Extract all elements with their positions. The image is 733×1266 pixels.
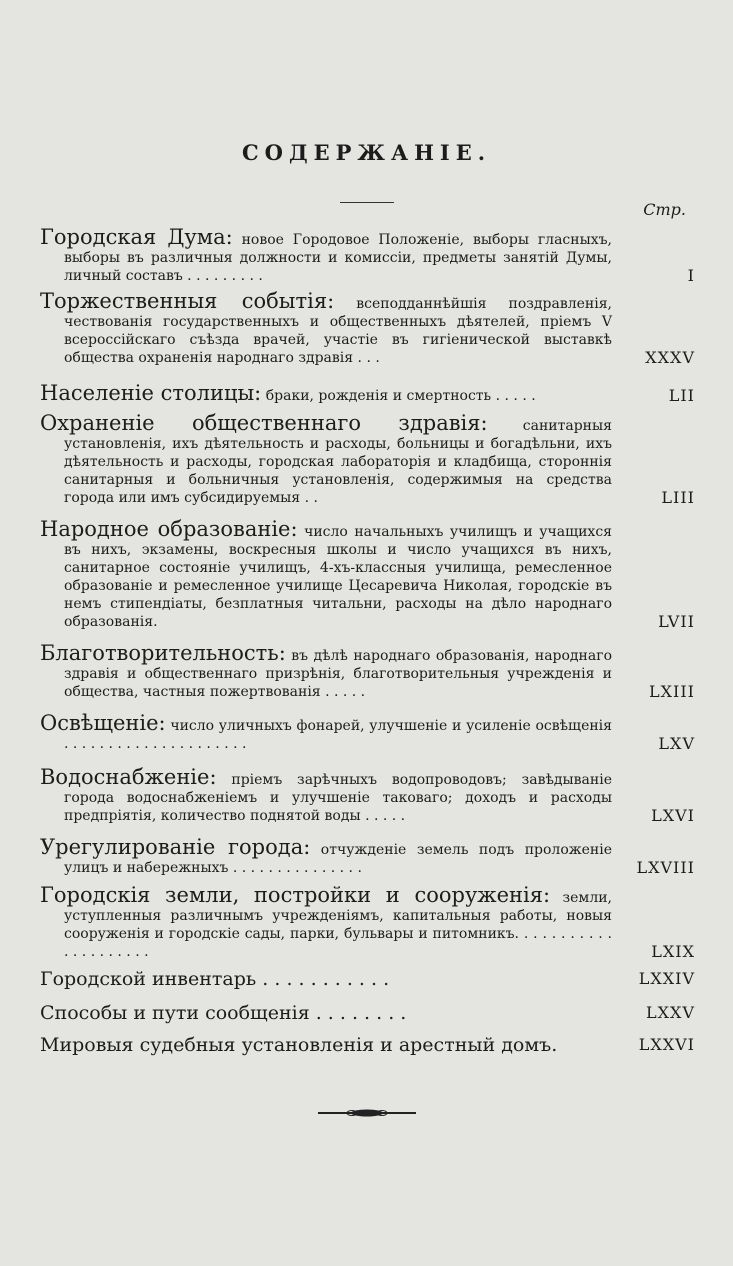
toc-entry[interactable] bbox=[40, 289, 695, 367]
toc-entry[interactable] bbox=[40, 411, 695, 507]
entry-heading: Водоснабженіе: bbox=[40, 765, 217, 789]
entry-page-number: LXXV bbox=[646, 1003, 695, 1022]
entry-description: число начальныхъ училищъ и учащихся въ нихъ, экзамены, воскресныя школы и число учащихся въ нихъ, санитарное состояніе училищъ, 4-хъ-классныя училища, ремесленное образованіе и ремесленное училище Цесаревича Николая, городскіе въ немъ стипендіаты, безплатныя читальни, расходы на дѣло народнаго образованія. bbox=[64, 524, 612, 630]
entry-description: въ дѣлѣ народнаго образованія, народнаго здравія и общественнаго призрѣнія, благотворительныя учрежденія и общества, частныя пожертвованія . . . . . bbox=[64, 648, 612, 700]
entry-page-number: LXV bbox=[658, 734, 695, 753]
entry-page-number: LVII bbox=[658, 612, 695, 631]
entry-description: санитарныя установленія, ихъ дѣятельность и расходы, больницы и богадѣльни, ихъ дѣятельность и расходы, городская лабораторія и кладбища, стороннія санитарныя и больничныя установленія, содержимыя на средства города или имъ субсидируемыя . . bbox=[64, 418, 612, 506]
toc-entry[interactable] bbox=[40, 381, 695, 405]
title-rule bbox=[340, 202, 394, 203]
toc-entry[interactable] bbox=[40, 883, 695, 961]
entry-description: земли, уступленныя различнымъ учрежденіямъ, капитальныя работы, новыя сооруженія и городскіе сады, парки, бульвары и питомникъ. . . . . . . . . . . . . . . . . . . . . bbox=[64, 890, 613, 960]
toc-entry[interactable] bbox=[40, 225, 695, 285]
entry-heading: Торжественныя событія: bbox=[40, 289, 335, 313]
entry-heading: Освѣщеніе: bbox=[40, 711, 166, 735]
toc-entry[interactable] bbox=[40, 765, 695, 825]
page-title: СОДЕРЖАНІЕ. bbox=[241, 140, 492, 165]
entry-heading: Урегулированіе города: bbox=[40, 835, 311, 859]
entry-description: новое Городовое Положеніе, выборы гласныхъ, выборы въ различныя должности и комиссіи, предметы занятій Думы, личный составъ . . . . . . . . . bbox=[64, 232, 612, 284]
entry-description: число уличныхъ фонарей, улучшеніе и усиленіе освѣщенія . . . . . . . . . . . . . . . . . . . . . bbox=[64, 718, 612, 752]
entry-heading: Городская Дума: bbox=[40, 225, 233, 249]
entry-page-number: LIII bbox=[661, 488, 695, 507]
toc-entry[interactable] bbox=[40, 835, 695, 877]
entry-heading: Благотворительность: bbox=[40, 641, 286, 665]
entry-description: браки, рожденія и смертность . . . . . bbox=[261, 388, 536, 404]
entry-description: всеподданнѣйшія поздравленія, чествованія государственныхъ и общественныхъ дѣятелей, пріемъ V всероссійскаго съѣзда врачей, участіе въ гигіенической выставкѣ общества охраненія народнаго здравія . . . bbox=[64, 296, 612, 366]
entry-heading: Населеніе столицы: bbox=[40, 381, 262, 405]
entry-page-number: LXIX bbox=[651, 942, 695, 961]
toc-entry[interactable] bbox=[40, 711, 695, 753]
entry-page-number: I bbox=[687, 266, 695, 285]
entry-page-number: LXVIII bbox=[636, 858, 695, 877]
entry-heading: Городскія земли, постройки и сооруженія: bbox=[40, 883, 551, 907]
entry-description: отчужденіе земель подъ проложеніе улицъ и набережныхъ . . . . . . . . . . . . . . . bbox=[64, 842, 613, 876]
entry-heading: Способы и пути сообщенія . . . . . . . . bbox=[40, 1002, 407, 1024]
entry-page-number: LXIII bbox=[649, 682, 695, 701]
toc-entry[interactable] bbox=[40, 641, 695, 701]
entry-heading: Народное образованіе: bbox=[40, 517, 298, 541]
entry-page-number: LII bbox=[668, 386, 695, 405]
entry-heading: Мировыя судебныя установленія и арестный домъ. bbox=[40, 1034, 558, 1056]
entry-page-number: XXXV bbox=[645, 348, 695, 367]
entry-heading: Охраненіе общественнаго здравія: bbox=[40, 411, 488, 435]
entry-description: пріемъ зарѣчныхъ водопроводовъ; завѣдываніе города водоснабженіемъ и улучшеніе таковаго; доходъ и расходы предпріятія, количество поднятой воды . . . . . bbox=[64, 772, 612, 824]
entry-page-number: LXXVI bbox=[638, 1035, 695, 1054]
entry-page-number: LXXIV bbox=[638, 969, 695, 988]
entry-page-number: LXVI bbox=[651, 806, 695, 825]
toc-entry[interactable] bbox=[40, 970, 695, 988]
page-column-header: Стр. bbox=[643, 200, 686, 219]
ornament-divider bbox=[318, 1108, 416, 1118]
toc-entry[interactable] bbox=[40, 517, 695, 631]
toc-entry[interactable] bbox=[40, 1004, 695, 1022]
toc-entry[interactable] bbox=[40, 1036, 695, 1054]
entry-heading: Городской инвентарь . . . . . . . . . . . bbox=[40, 968, 390, 990]
